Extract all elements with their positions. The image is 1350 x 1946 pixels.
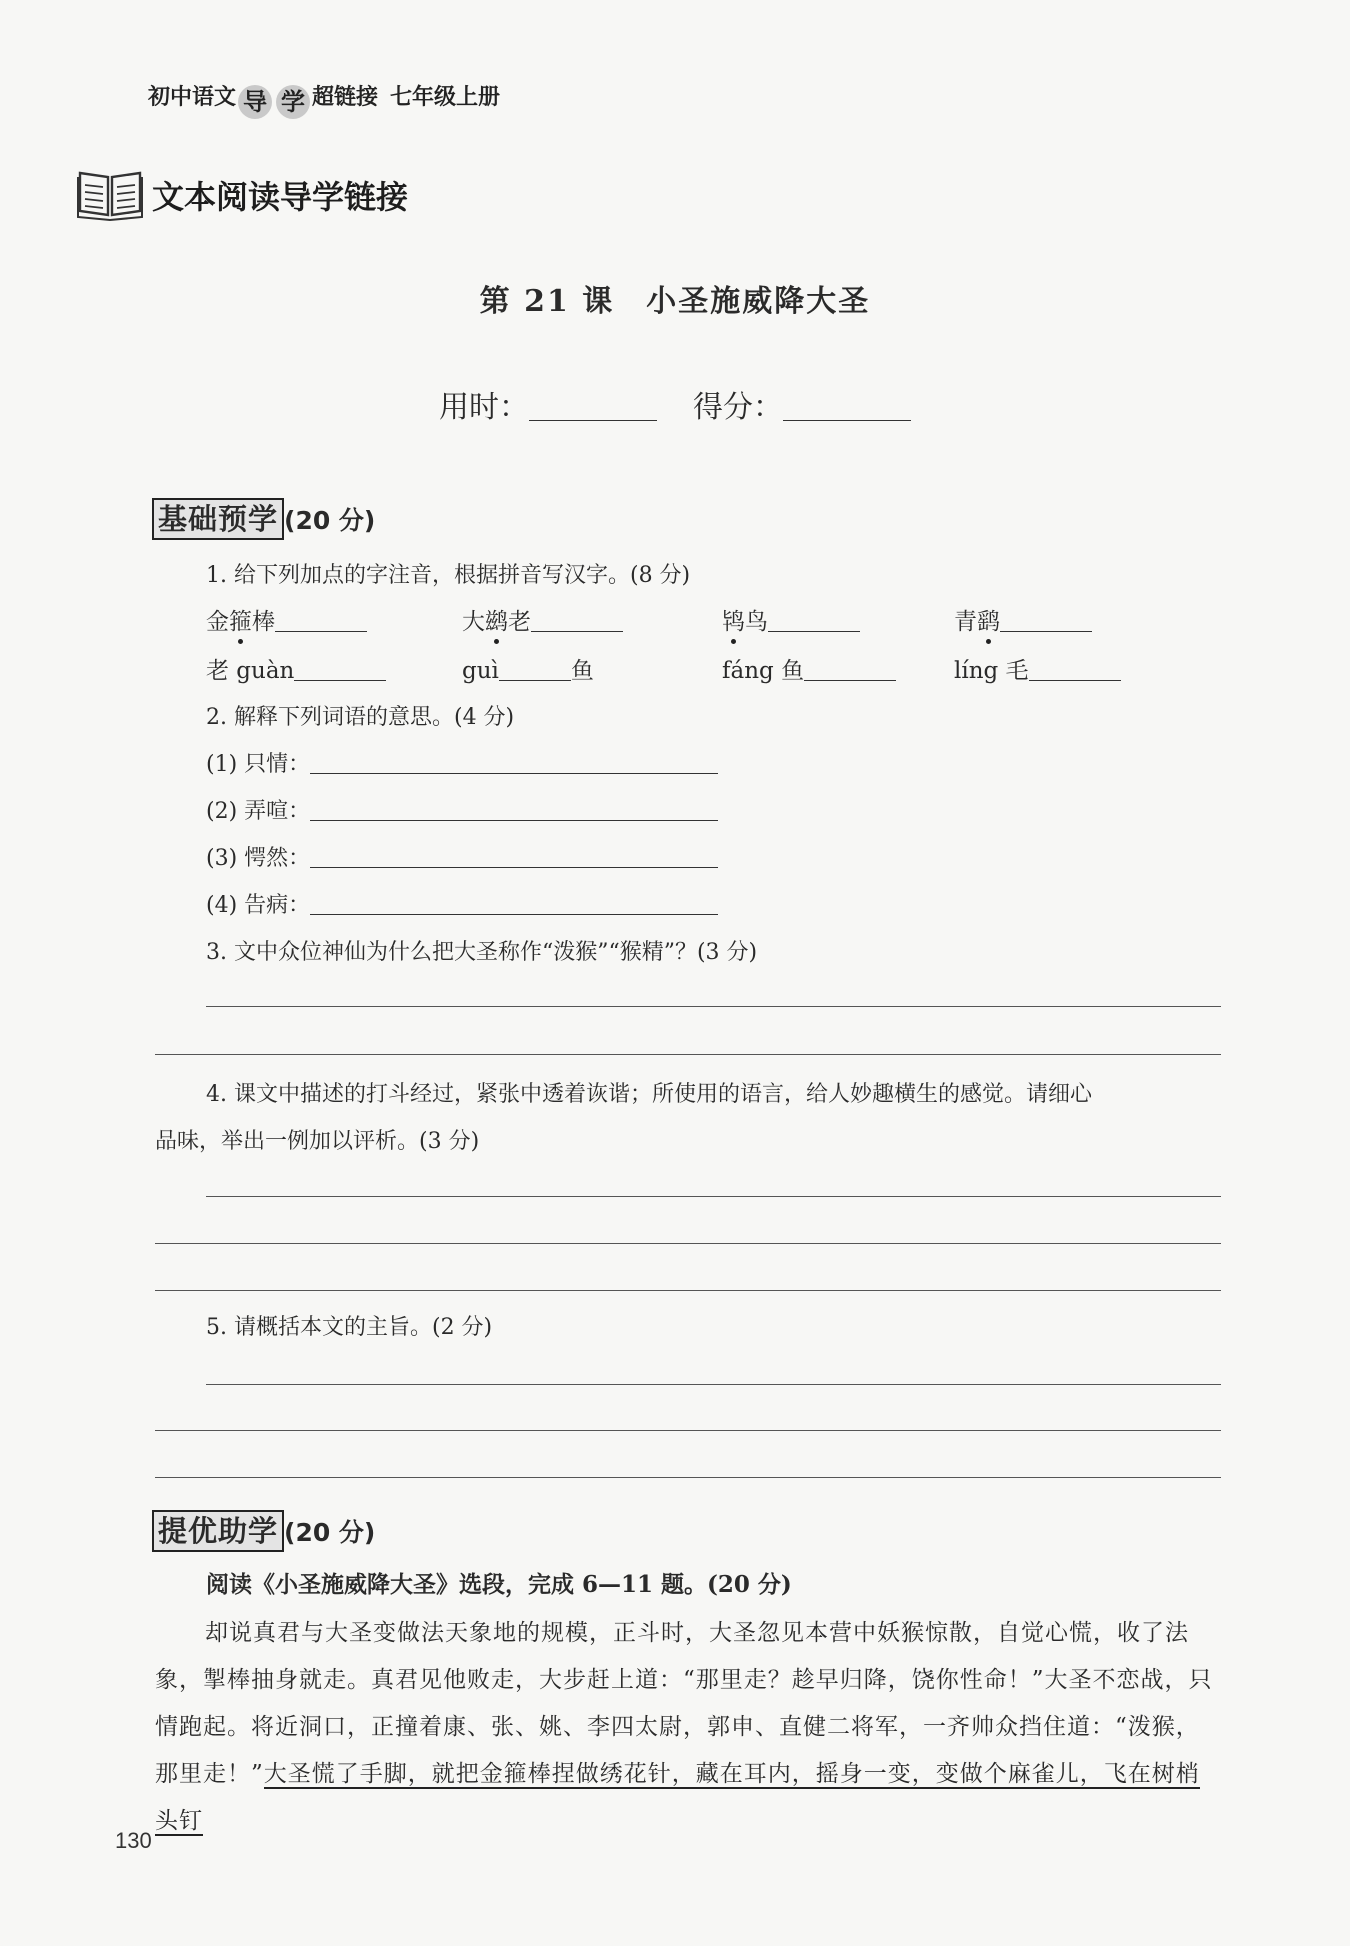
score-blank[interactable] [783,396,911,421]
part2-points: (20 分) [284,1518,376,1547]
answer-line[interactable] [155,1290,1221,1291]
answer-blank[interactable] [1000,609,1092,632]
answer-blank[interactable] [804,658,896,681]
section-heading: 文本阅读导学链接 [152,178,409,216]
question-3: 3. 文中众位神仙为什么把大圣称作“泼猴”“猴精”？(3 分) [206,940,758,965]
question-4-continued: 品味，举出一例加以评析。(3 分) [155,1129,480,1154]
time-score-row [0,382,1350,426]
question-4: 4. 课文中描述的打斗经过，紧张中透着诙谐；所使用的语言，给人妙趣横生的感觉。请细心 [206,1082,1092,1107]
question-2: 2. 解释下列词语的意思。(4 分) [206,705,515,730]
time-blank[interactable] [529,396,657,421]
answer-line[interactable] [206,1384,1221,1385]
question-1: 1. 给下列加点的字注音，根据拼音写汉字。(8 分) [206,563,691,588]
circle-char-dao: 导 [238,85,272,119]
answer-blank[interactable] [1029,658,1121,681]
pinyin-item: 大鹚老 [462,603,623,636]
pinyin-item: 青鹞 [954,603,1092,636]
part1-points: (20 分) [284,506,376,535]
answer-blank[interactable] [499,658,571,681]
answer-blank[interactable] [310,798,718,821]
book-series-suffix: 超链接 [312,85,379,110]
definition-item: (1) 只情： [206,747,718,778]
pinyin-item: 老 guàn [206,652,386,685]
part2-title: 提优助学 [152,1510,284,1552]
answer-blank[interactable] [310,845,718,868]
pinyin-item: fáng 鱼 [722,652,896,685]
answer-blank[interactable] [310,751,718,774]
part1-title: 基础预学 [152,498,284,540]
lesson-title: 第 21 课 小圣施威降大圣 [479,284,871,319]
answer-line[interactable] [155,1243,1221,1244]
pinyin-item: guì 鱼 [462,658,594,684]
answer-line[interactable] [206,1006,1221,1007]
book-series-prefix: 初中语文 [148,85,237,110]
definition-item: (2) 弄喧： [206,794,718,825]
part2-heading [152,1510,375,1552]
reading-instructions: 阅读《小圣施威降大圣》选段，完成 6—11 题。(20 分) [206,1571,792,1598]
score-label: 得分： [693,390,783,425]
passage-underlined-text: 大圣慌了手脚，就把金箍棒捏做绣花针，藏在耳内，摇身一变，变做个麻雀儿，飞在树梢头钉 [155,1761,1200,1834]
answer-blank[interactable] [294,658,386,681]
answer-line[interactable] [155,1477,1221,1478]
pinyin-item: 金箍棒 [206,603,367,636]
book-header [148,80,500,119]
definition-item: (4) 告病： [206,888,718,919]
answer-line[interactable] [155,1430,1221,1431]
answer-line[interactable] [155,1054,1221,1055]
answer-blank[interactable] [531,609,623,632]
passage-text: 却说真君与大圣变做法天象地的规模，正斗时，大圣忽见本营中妖猴惊散，自觉心慌，收了法象，掣棒抽身就走。真君见他败走，大步赶上道：“那里走？趁早归降，饶你性命！”大圣不恋战，只情跑起。将近洞口，正撞着康、张、姚、李四太尉，郭申、直健二将军，一齐帅众挡住道：“泼猴，那里走！” [155,1620,1213,1787]
part1-heading [152,498,375,540]
answer-blank[interactable] [310,892,718,915]
definition-item: (3) 愕然： [206,841,718,872]
answer-blank[interactable] [768,609,860,632]
pinyin-item: 鸨鸟 [722,603,860,636]
open-book-icon [76,165,144,221]
reading-passage [155,1610,1223,1845]
grade-label: 七年级上册 [390,85,501,110]
answer-line[interactable] [206,1196,1221,1197]
pinyin-item: líng 毛 [954,652,1121,685]
page-number: 130 [115,1828,152,1853]
question-5: 5. 请概括本文的主旨。(2 分) [206,1315,493,1340]
answer-blank[interactable] [275,609,367,632]
circle-char-xue: 学 [276,85,310,119]
time-label: 用时： [439,390,529,425]
